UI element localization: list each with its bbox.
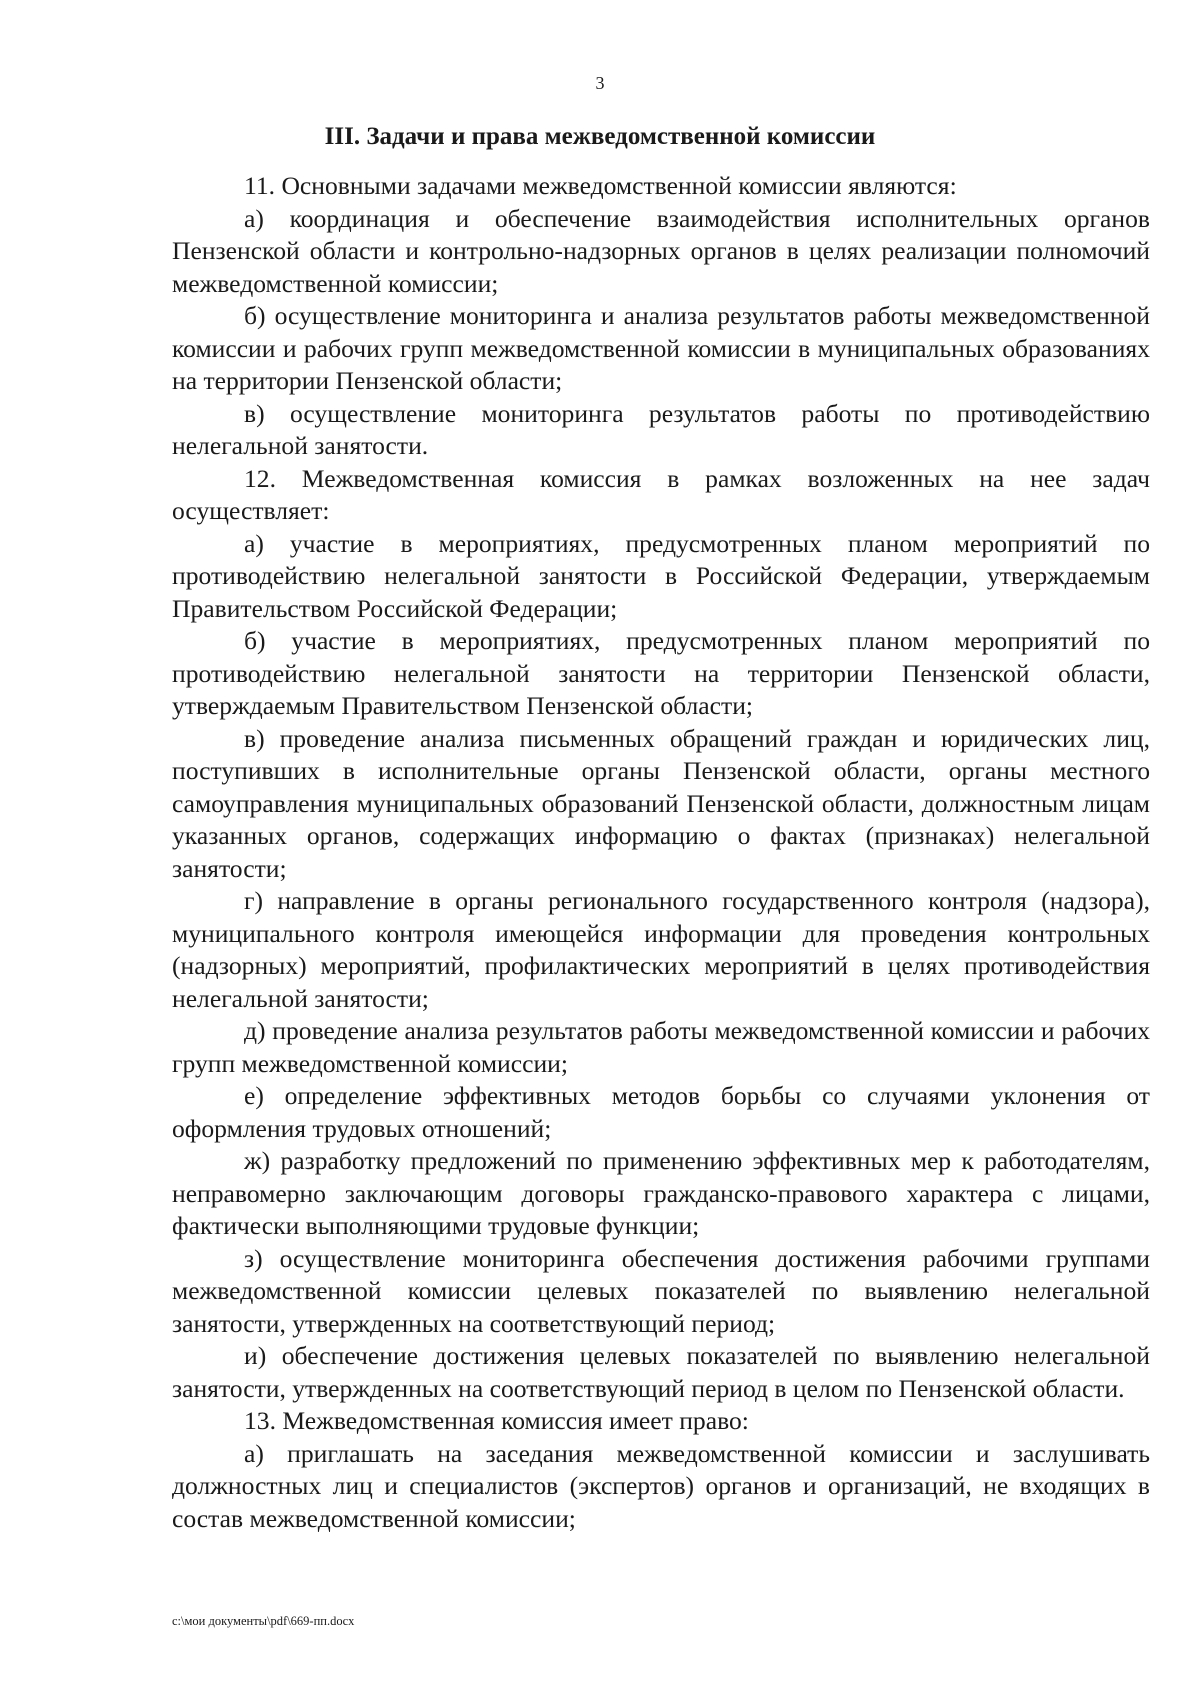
page-number: 3: [595, 73, 605, 93]
paragraph-13: 13. Межведомственная комиссия имеет право:: [244, 1406, 749, 1435]
paragraph-12-i: и) обеспечение достижения целевых показателей по выявлению нелегальной занятости, утвержденных на соответствующий период в целом по Пензенской области.: [172, 1341, 1150, 1403]
paragraph-11-a: а) координация и обеспечение взаимодействия исполнительных органов Пензенской области и контрольно-надзорных органов в целях реализации полномочий межведомственной комиссии;: [172, 203, 1150, 298]
paragraph-12: 12. Межведомственная комиссия в рамках возложенных на нее задач осуществляет:: [172, 463, 1150, 525]
paragraph-11-v: в) осуществление мониторинга результатов работы по противодействию нелегальной занятости.: [172, 398, 1150, 460]
paragraph-12-a: а) участие в мероприятиях, предусмотренных планом мероприятий по противодействию нелегальной занятости в Российской Федерации, утверждаемым Правительством Российской Федерации;: [172, 528, 1150, 623]
paragraph-11: 11. Основными задачами межведомственной комиссии являются:: [244, 171, 957, 200]
paragraph-12-zh: ж) разработку предложений по применению эффективных мер к работодателям, неправомерно заключающим договоры гражданско-правового характера с лицами, фактически выполняющими трудовые функции;: [172, 1146, 1150, 1240]
paragraph-12-g: г) направление в органы регионального государственного контроля (надзора), муниципального контроля имеющейся информации для проведения контрольных (надзорных) мероприятий, профилактических мероприятий в целях противодействия нелегальной занятости;: [172, 886, 1150, 1013]
paragraph-12-b: б) участие в мероприятиях, предусмотренных планом мероприятий по противодействию нелегальной занятости на территории Пензенской области, утверждаемым Правительством Пензенской области;: [172, 626, 1150, 720]
section-title: III. Задачи и права межведомственной комиссии: [324, 123, 876, 150]
paragraph-12-d: д) проведение анализа результатов работы межведомственной комиссии и рабочих групп межведомственной комиссии;: [172, 1016, 1150, 1078]
paragraph-12-e: е) определение эффективных методов борьбы со случаями уклонения от оформления трудовых отношений;: [172, 1081, 1150, 1143]
paragraph-12-z: з) осуществление мониторинга обеспечения достижения рабочими группами межведомственной комиссии целевых показателей по выявлению нелегальной занятости, утвержденных на соответствующий период;: [172, 1243, 1150, 1338]
paragraph-13-a: а) приглашать на заседания межведомственной комиссии и заслушивать должностных лиц и специалистов (экспертов) органов и организаций, не входящих в состав межведомственной комиссии;: [172, 1438, 1150, 1533]
paragraph-11-b: б) осуществление мониторинга и анализа результатов работы межведомственной комиссии и рабочих групп межведомственной комиссии в муниципальных образованиях на территории Пензенской области;: [172, 301, 1150, 395]
document-body: [172, 170, 1150, 1535]
paragraph-12-v: в) проведение анализа письменных обращений граждан и юридических лиц, поступивших в исполнительные органы Пензенской области, органы местного самоуправления муниципальных образований Пензенской области, должностным лицам указанных органов, содержащих информацию о фактах (признаках) нелегальной занятости;: [172, 723, 1150, 883]
footer-file-path: c:\мои документы\pdf\669-пп.docx: [172, 1614, 355, 1628]
